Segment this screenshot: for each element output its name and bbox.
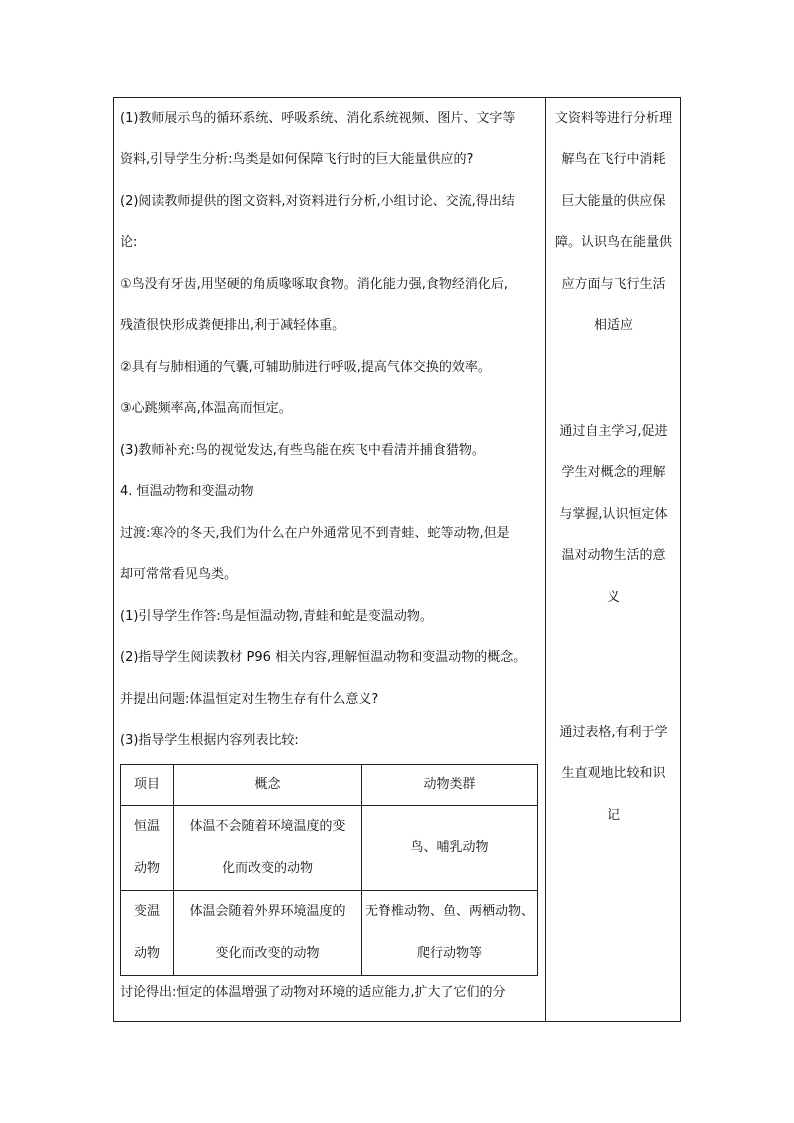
header-item: 项目 — [121, 765, 174, 806]
main-line: ②具有与肺相通的气囊,可辅助肺进行呼吸,提高气体交换的效率。 — [120, 360, 491, 375]
cell-line: 体温会随着外界环境温度的 — [189, 904, 346, 919]
main-line: 并提出问题:体温恒定对生物生存有什么意义? — [120, 692, 379, 707]
side-line: 学生对概念的理解 — [561, 465, 666, 480]
cell-line: 无脊椎动物、鱼、两栖动物、 — [364, 904, 534, 919]
row-group-cell — [362, 806, 538, 891]
main-line: 却可常常看见鸟类。 — [120, 567, 238, 582]
cell-line: 变温 — [133, 904, 160, 919]
section-heading: 4. 恒温动物和变温动物 — [120, 484, 254, 499]
main-line: (3)教师补充:鸟的视觉发达,有些鸟能在疾飞中看清并捕食猎物。 — [120, 443, 485, 458]
comparison-table — [120, 764, 538, 976]
design-intent-column — [546, 98, 681, 1021]
row-item-cell — [121, 891, 174, 976]
main-line: 资料,引导学生分析:鸟类是如何保障飞行时的巨大能量供应的? — [120, 152, 474, 167]
cell-line: 鸟、哺乳动物 — [410, 840, 489, 855]
side-line: 通过自主学习,促进 — [559, 424, 668, 439]
cell-line: 动物 — [133, 946, 160, 961]
side-line: 解鸟在飞行中消耗 — [561, 152, 666, 167]
main-line: 论: — [120, 235, 138, 250]
cell-line: 变化而改变的动物 — [215, 946, 320, 961]
side-line: 相适应 — [593, 318, 633, 333]
main-line: (1)引导学生作答:鸟是恒温动物,青蛙和蛇是变温动物。 — [120, 609, 433, 624]
main-line: (1)教师展示鸟的循环系统、呼吸系统、消化系统视频、图片、文字等 — [120, 111, 516, 126]
side-line: 记 — [606, 808, 620, 823]
lesson-plan-table — [113, 97, 681, 1022]
row-concept-cell — [174, 891, 362, 976]
side-line: 生直观地比较和识 — [561, 766, 666, 781]
header-animal-group: 动物类群 — [362, 765, 538, 806]
side-line: 通过表格,有利于学 — [559, 725, 668, 740]
cell-line: 爬行动物等 — [416, 946, 482, 961]
main-line: (3)指导学生根据内容列表比较: — [120, 733, 299, 748]
side-line: 应方面与飞行生活 — [561, 277, 666, 292]
side-line: 义 — [606, 590, 620, 605]
cell-line: 化而改变的动物 — [221, 861, 313, 876]
side-line: 文资料等进行分析理 — [554, 111, 672, 126]
table-header-row — [121, 765, 538, 806]
cell-line: 恒温 — [133, 819, 160, 834]
cell-line: 动物 — [133, 861, 160, 876]
side-line: 与掌握,认识恒定体 — [559, 507, 668, 522]
side-line: 温对动物生活的意 — [561, 548, 666, 563]
cell-line: 体温不会随着环境温度的变 — [189, 819, 346, 834]
row-concept-cell — [174, 806, 362, 891]
table-row — [121, 891, 538, 976]
closing-line: 讨论得出:恒定的体温增强了动物对环境的适应能力,扩大了它们的分 — [120, 985, 506, 1000]
main-line: 过渡:寒冷的冬天,我们为什么在户外通常见不到青蛙、蛇等动物,但是 — [120, 526, 510, 541]
main-line: 残渣很快形成粪便排出,利于减轻体重。 — [120, 318, 346, 333]
main-line: (2)阅读教师提供的图文资料,对资料进行分析,小组讨论、交流,得出结 — [120, 194, 515, 209]
main-line: ③心跳频率高,体温高而恒定。 — [120, 401, 292, 416]
main-line: ①鸟没有牙齿,用坚硬的角质喙啄取食物。消化能力强,食物经消化后, — [120, 277, 509, 292]
row-group-cell — [362, 891, 538, 976]
main-line: (2)指导学生阅读教材 P96 相关内容,理解恒温动物和变温动物的概念。 — [120, 650, 527, 665]
row-item-cell — [121, 806, 174, 891]
side-line: 巨大能量的供应保 — [561, 194, 666, 209]
table-row — [121, 806, 538, 891]
header-concept: 概念 — [174, 765, 362, 806]
side-line: 障。认识鸟在能量供 — [554, 235, 672, 250]
